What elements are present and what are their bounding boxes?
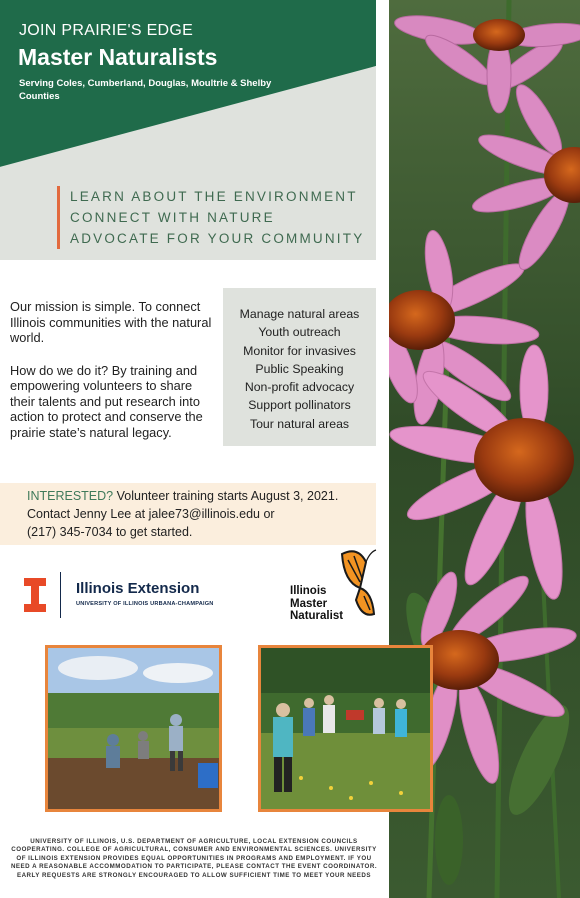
master-naturalist-logo [288,548,378,623]
tagline-connect: CONNECT WITH NATURE [70,210,275,225]
taglines [57,186,364,249]
interest-box [0,483,376,545]
illinois-extension-logo [24,570,214,622]
tagline-advocate: ADVOCATE FOR YOUR COMMUNITY [70,231,365,246]
method-paragraph: How do we do it? By training and empowering volunteers to share their talents and put research into action to protect and conserve the prairie state’s natural legacy. [10,362,203,440]
activity-item: Public Speaking [255,361,344,376]
training-date-text: Volunteer training starts August 3, 2021. [113,489,339,503]
volunteer-group-photo [258,645,433,812]
mission-text [10,299,220,457]
illinois-block-i-icon [24,578,46,612]
phone-line: (217) 345-7034 to get started. [27,525,193,539]
activity-item: Youth outreach [258,325,341,340]
naturalist-wordmark [290,585,343,623]
extension-name: Illinois Extension [76,580,200,597]
tagline-learn: LEARN ABOUT THE ENVIRONMENT [70,189,358,204]
activity-item: Monitor for invasives [243,343,356,358]
naturalist-line-3: Naturalist [290,610,344,622]
activity-item: Tour natural areas [249,416,350,431]
header-kicker: JOIN PRAIRIE'S EDGE [19,22,194,39]
interest-label: INTERESTED? [27,489,114,503]
activity-item: Support pollinators [248,398,351,413]
mission-paragraph: Our mission is simple. To connect Illinois communities with the natural world. [10,299,212,345]
naturalist-line-2: Master [290,597,328,610]
page-title: Master Naturalists [18,44,218,70]
contact-line: Contact Jenny Lee at jalee73@illinois.edu or [27,507,275,521]
activity-item: Non-profit advocacy [244,380,355,395]
extension-subtitle: UNIVERSITY OF ILLINOIS URBANA-CHAMPAIGN [76,601,214,607]
disclaimer-text: UNIVERSITY OF ILLINOIS, U.S. DEPARTMENT OF AGRICULTURE, LOCAL EXTENSION COUNCILS COOPERATING. COLLEGE OF AGRICULTURAL, CONSUMER AND ENVIRONMENTAL SCIENCES. UNIVERSITY OF ILLINOIS EXTENSION PROVIDES EQUAL OPPORTUNITIES IN PROGRAMS AND EMPLOYMENT. IF YOU NEED A REASONABLE ACCOMMODATION TO PARTICIPATE, PLEASE CONTACT THE EVENT COORDINATOR. EARLY REQUESTS ARE STRONGLY ENCOURAGED TO ALLOW SUFFICIENT TIME TO MEET YOUR NEEDS [10,838,378,879]
activity-item: Manage natural areas [239,307,360,321]
activities-list [223,288,376,446]
naturalist-line-1: Illinois [290,585,327,597]
volunteers-planting-photo [45,645,222,812]
header-subtitle: Serving Coles, Cumberland, Douglas, Moultrie & Shelby Counties [19,78,272,102]
logo-divider [60,572,61,618]
interest-line-1 [27,489,338,503]
